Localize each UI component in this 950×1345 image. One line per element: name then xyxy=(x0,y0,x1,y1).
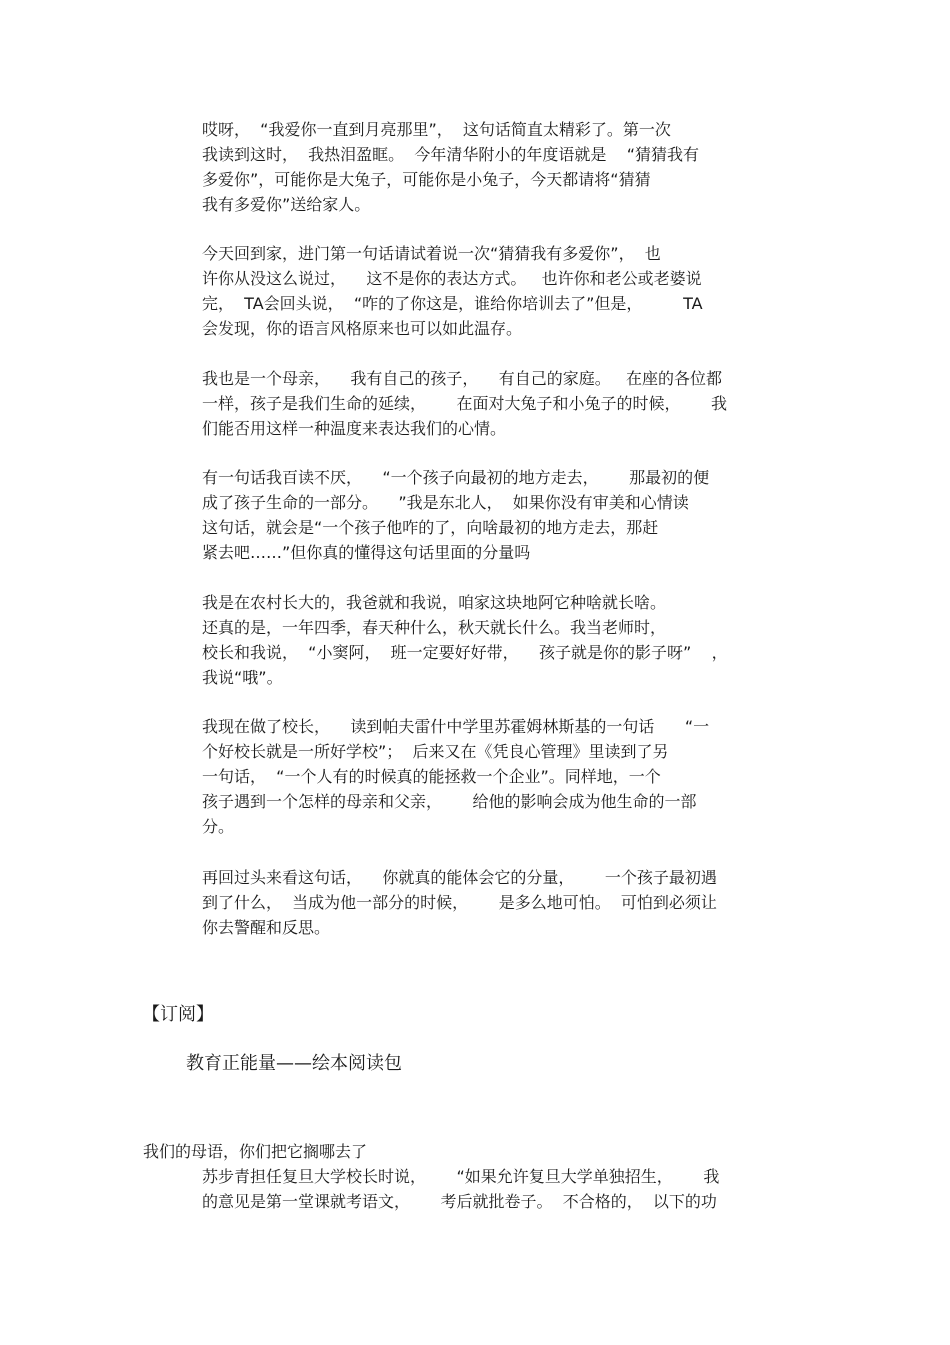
paragraph-line: 完， TA会回头说， “咋的了你这是，谁给你培训去了”但是， TA xyxy=(202,294,703,313)
paragraph-line: 一样，孩子是我们生命的延续， 在面对大兔子和小兔子的时候， 我 xyxy=(202,394,728,413)
paragraph-line: 今天回到家，进门第一句话请试着说一次“猜猜我有多爱你”， 也 xyxy=(202,244,661,263)
paragraph-line: 到了什么， 当成为他一部分的时候， 是多么地可怕。 可怕到必须让 xyxy=(202,893,717,912)
paragraph-line: 还真的是，一年四季，春天种什么，秋天就长什么。我当老师时， xyxy=(202,618,667,637)
paragraph-line: 许你从没这么说过， 这不是你的表达方式。 也许你和老公或老婆说 xyxy=(202,269,702,288)
paragraph-line: 多爱你”，可能你是大兔子，可能你是小兔子，今天都请将“猜猜 xyxy=(202,170,651,189)
paragraph-line: 我说“哦”。 xyxy=(202,668,283,687)
subscribe-heading: 【订阅】 xyxy=(142,1004,214,1025)
paragraph-2 xyxy=(202,241,762,341)
paragraph-line: 校长和我说， “小窦阿， 班一定要好好带， 孩子就是你的影子呀” ， xyxy=(202,643,728,662)
paragraph-line: 个好校长就是一所好学校”； 后来又在《凭良心管理》里读到了另 xyxy=(202,742,669,761)
paragraph-line: 我有多爱你”送给家人。 xyxy=(202,195,371,214)
paragraph-6 xyxy=(202,714,762,839)
paragraph-line: 我读到这时， 我热泪盈眶。 今年清华附小的年度语就是 “猜猜我有 xyxy=(202,145,699,164)
article-title: 我们的母语，你们把它搁哪去了 xyxy=(143,1142,368,1161)
paragraph-line: 有一句话我百读不厌， “一个孩子向最初的地方走去， 那最初的便 xyxy=(202,468,710,487)
paragraph-1 xyxy=(202,117,762,217)
paragraph-7 xyxy=(202,865,762,940)
paragraph-4 xyxy=(202,465,762,565)
article-paragraph xyxy=(202,1164,762,1214)
paragraph-line: 紧去吧……”但你真的懂得这句话里面的分量吗 xyxy=(202,543,531,562)
paragraph-line: 我也是一个母亲， 我有自己的孩子， 有自己的家庭。 在座的各位都 xyxy=(202,369,722,388)
subscribe-title: 教育正能量——绘本阅读包 xyxy=(186,1053,402,1074)
paragraph-line: 们能否用这样一种温度来表达我们的心情。 xyxy=(202,419,507,438)
paragraph-line: 成了孩子生命的一部分。 ”我是东北人， 如果你没有审美和心情读 xyxy=(202,493,689,512)
paragraph-line: 的意见是第一堂课就考语文， 考后就批卷子。 不合格的， 以下的功 xyxy=(202,1192,717,1211)
paragraph-line: 你去警醒和反思。 xyxy=(202,918,331,937)
paragraph-line: 苏步青担任复旦大学校长时说， “如果允许复旦大学单独招生， 我 xyxy=(202,1167,720,1186)
paragraph-line: 孩子遇到一个怎样的母亲和父亲， 给他的影响会成为他生命的一部 xyxy=(202,792,697,811)
paragraph-line: 这句话，就会是“一个孩子他咋的了，向啥最初的地方走去，那赶 xyxy=(202,518,659,537)
paragraph-line: 会发现，你的语言风格原来也可以如此温存。 xyxy=(202,319,523,338)
paragraph-line: 再回过头来看这句话， 你就真的能体会它的分量， 一个孩子最初遇 xyxy=(202,868,717,887)
paragraph-5 xyxy=(202,590,762,690)
paragraph-line: 我现在做了校长， 读到帕夫雷什中学里苏霍姆林斯基的一句话 “一 xyxy=(202,717,710,736)
paragraph-line: 我是在农村长大的，我爸就和我说，咱家这块地阿它种啥就长啥。 xyxy=(202,593,667,612)
paragraph-line: 哎呀， “我爱你一直到月亮那里”， 这句话简直太精彩了。第一次 xyxy=(202,120,671,139)
paragraph-line: 分。 xyxy=(202,817,235,836)
paragraph-line: 一句话， “一个人有的时候真的能拯救一个企业”。同样地，一个 xyxy=(202,767,661,786)
paragraph-3 xyxy=(202,366,762,441)
